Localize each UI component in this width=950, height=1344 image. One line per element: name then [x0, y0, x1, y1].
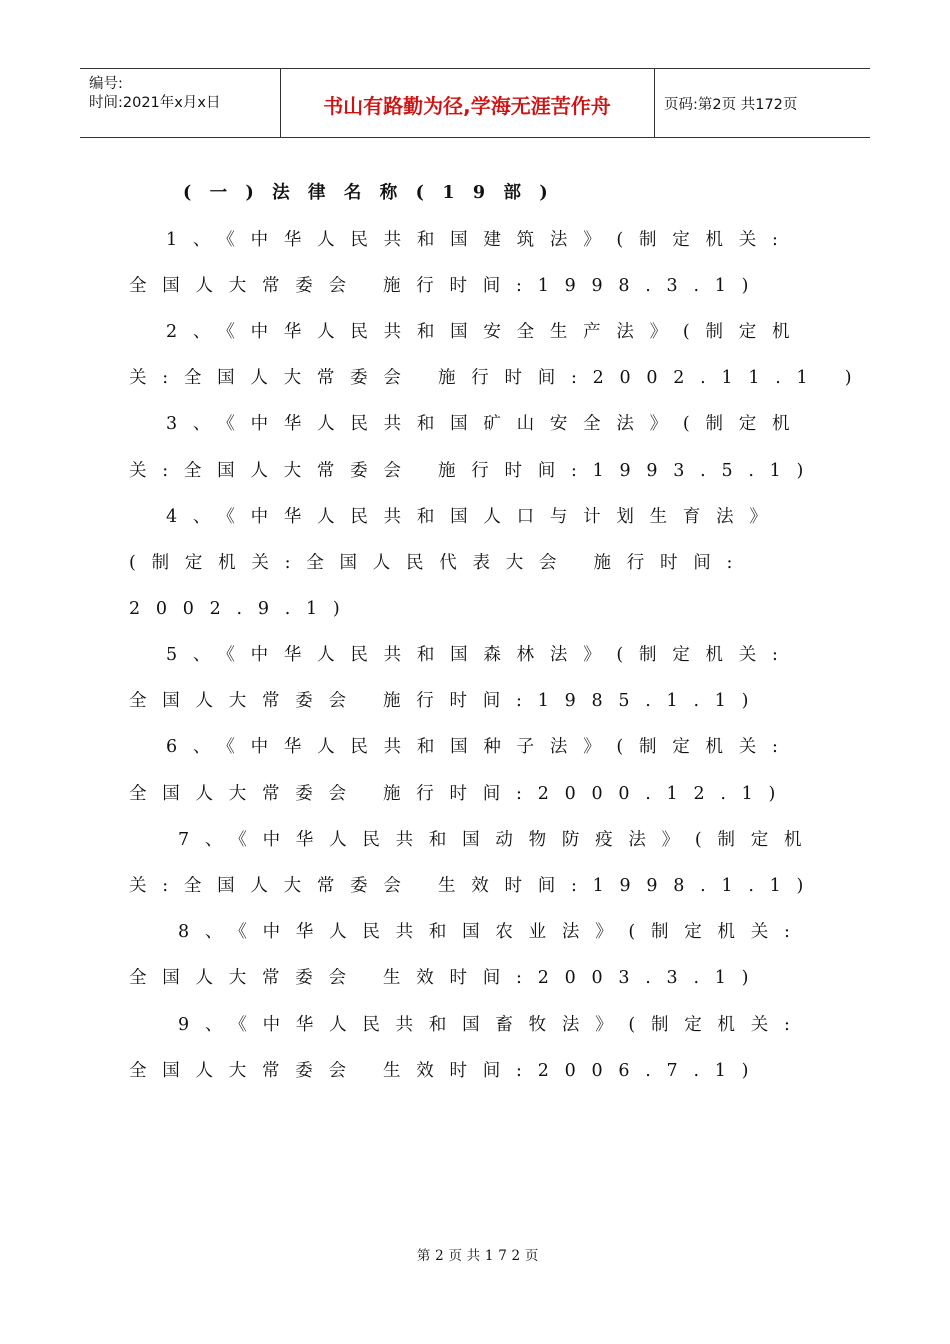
law-entry-line: 全国人大常委会 生效时间:2006.7.1) [129, 1061, 765, 1081]
law-entry-line: 全国人大常委会 生效时间:2003.3.1) [129, 968, 765, 988]
law-entry-line: 2002.9.1) [129, 599, 356, 619]
law-entry-line: 8、《中华人民共和国农业法》(制定机关: [178, 922, 806, 942]
law-entry-line: 1、《中华人民共和国建筑法》(制定机关: [166, 230, 794, 250]
document-number-label: 编号: [89, 76, 123, 92]
law-entry-line: 7、《中华人民共和国动物防疫法》(制定机 [178, 830, 818, 850]
page-footer: 第2页共172页 [416, 1248, 544, 1264]
law-entry-line: 4、《中华人民共和国人口与计划生育法》 [166, 507, 783, 527]
document-date: 时间:2021年x月x日 [89, 95, 221, 111]
header-page-number: 页码:第2页 共172页 [664, 97, 798, 113]
law-entry-line: 全国人大常委会 施行时间:1985.1.1) [129, 691, 765, 711]
law-entry-line: 3、《中华人民共和国矿山安全法》(制定机 [166, 414, 806, 434]
law-entry-line: 5、《中华人民共和国森林法》(制定机关: [166, 645, 794, 665]
law-entry-line: 关:全国人大常委会 施行时间:2002.11.1 ) [129, 368, 868, 388]
law-entry-line: 全国人大常委会 施行时间:1998.3.1) [129, 276, 765, 296]
law-entry-line: 6、《中华人民共和国种子法》(制定机关: [166, 737, 794, 757]
law-entry-line: 全国人大常委会 施行时间:2000.12.1) [129, 784, 792, 804]
header-page-cell [655, 69, 870, 137]
law-entry-line: 关:全国人大常委会 施行时间:1993.5.1) [129, 461, 820, 481]
law-entry-line: 关:全国人大常委会 生效时间:1998.1.1) [129, 876, 820, 896]
section-title: (一)法律名称(19部) [183, 183, 566, 203]
law-entry-line: (制定机关:全国人民代表大会 施行时间: [129, 553, 749, 573]
header-motto: 书山有路勤为径,学海无涯苦作舟 [323, 94, 611, 118]
law-entry-line: 9、《中华人民共和国畜牧法》(制定机关: [178, 1015, 806, 1035]
header-meta-cell [80, 69, 281, 137]
law-entry-line: 2、《中华人民共和国安全生产法》(制定机 [166, 322, 806, 342]
page-header [80, 68, 870, 138]
header-motto-cell [280, 69, 655, 137]
